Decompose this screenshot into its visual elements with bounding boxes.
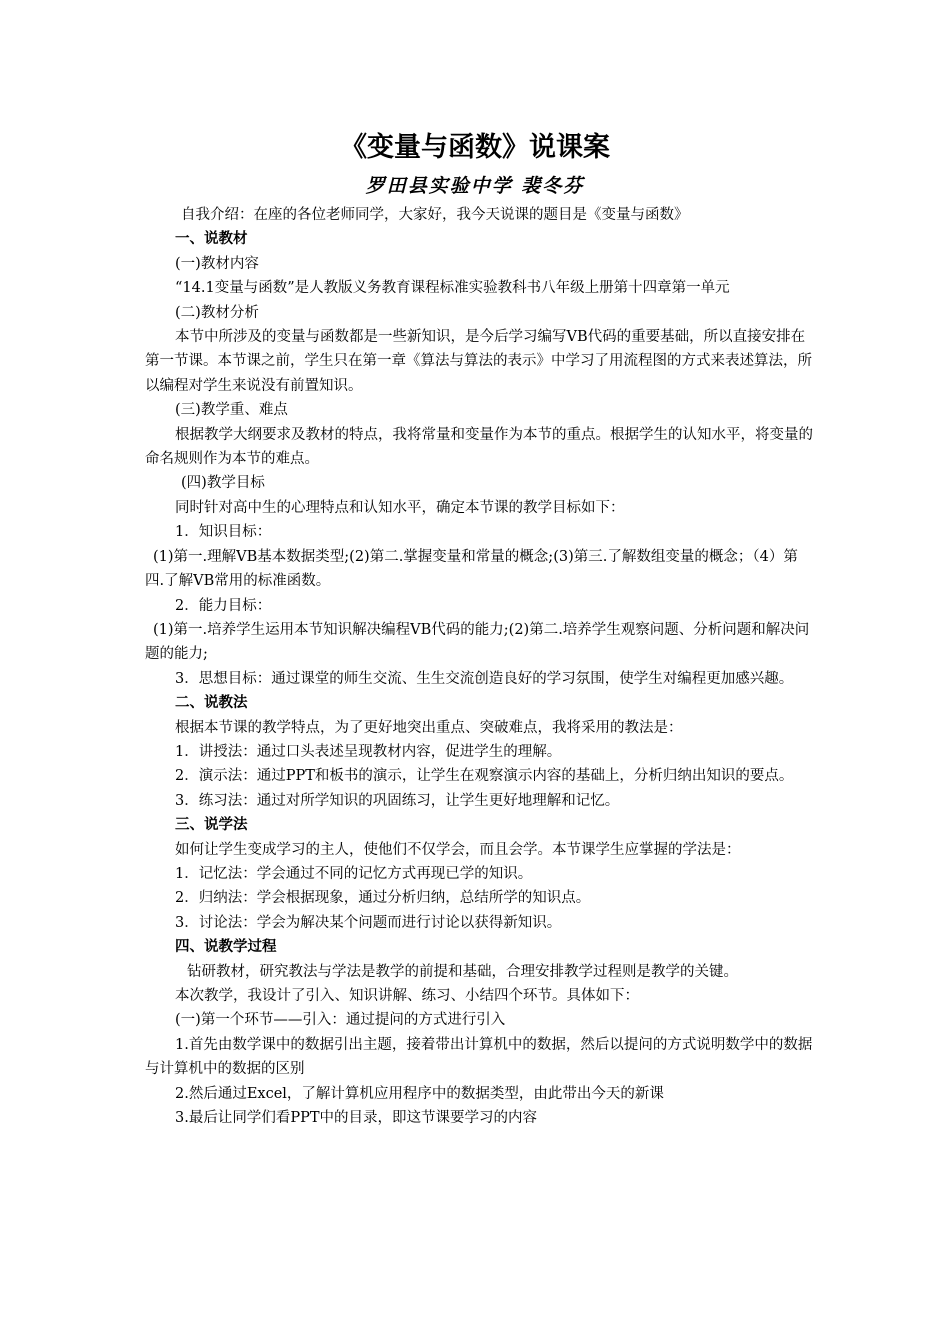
paragraph: 3．讨论法：学会为解决某个问题而进行讨论以获得新知识。: [175, 914, 562, 931]
document-body: [145, 203, 815, 1130]
paragraph: (三)教学重、难点: [175, 402, 288, 419]
paragraph: 1．知识目标：: [175, 524, 272, 541]
page-title: 《变量与函数》说课案: [340, 132, 610, 163]
section-heading: 四、说教学过程: [175, 939, 277, 956]
paragraph: 3．思想目标：通过课堂的师生交流、生生交流创造良好的学习氛围，使学生对编程更加感兴趣。: [175, 670, 794, 687]
section-heading: 三、说学法: [175, 817, 248, 834]
paragraph: 3．练习法：通过对所学知识的巩固练习，让学生更好地理解和记忆。: [175, 792, 620, 809]
paragraph: 钻研教材，研究教法与学法是教学的前提和基础，合理安排教学过程则是教学的关键。: [187, 963, 738, 980]
paragraph: 2.然后通过Excel，了解计算机应用程序中的数据类型，由此带出今天的新课: [175, 1085, 664, 1102]
paragraph: 同时针对高中生的心理特点和认知水平，确定本节课的教学目标如下：: [175, 499, 625, 516]
paragraph: 根据本节课的教学特点，为了更好地突出重点、突破难点，我将采用的教法是：: [175, 719, 683, 736]
paragraph: (一)教材内容: [175, 255, 259, 272]
paragraph: 1．讲授法：通过口头表述呈现教材内容，促进学生的理解。: [175, 743, 562, 760]
paragraph: 1．记忆法：学会通过不同的记忆方式再现已学的知识。: [175, 865, 533, 882]
section-heading: 二、说教法: [175, 695, 248, 712]
paragraph: 2．归纳法：学会根据现象，通过分析归纳，总结所学的知识点。: [175, 890, 591, 907]
paragraph: 自我介绍：在座的各位老师同学，大家好，我今天说课的题目是《变量与函数》: [181, 207, 689, 223]
paragraph: 2．能力目标：: [175, 597, 272, 614]
paragraph: (四)教学目标: [181, 475, 265, 492]
paragraph: (一)第一个环节——引入：通过提问的方式进行引入: [175, 1012, 506, 1029]
paragraph: 2．演示法：通过PPT和板书的演示，让学生在观察演示内容的基础上，分析归纳出知识的要点。: [175, 768, 794, 785]
paragraph: 根据教学大纲要求及教材的特点，我将常量和变量作为本节的重点。根据学生的认知水平，将变量的命名规则作为本节的难点。: [145, 426, 813, 468]
paragraph: “14.1变量与函数”是人教版义务教育课程标准实验教科书八年级上册第十四章第一单元: [175, 280, 730, 297]
section-heading: 一、说教材: [175, 231, 248, 248]
paragraph: (1)第一.理解VB基本数据类型;(2)第二.掌握变量和常量的概念;(3)第三.了解数组变量的概念；（4）第四.了解VB常用的标准函数。: [145, 548, 798, 590]
paragraph: 如何让学生变成学习的主人，使他们不仅学会，而且会学。本节课学生应掌握的学法是：: [175, 841, 741, 858]
paragraph: 1.首先由数学课中的数据引出主题，接着带出计算机中的数据，然后以提问的方式说明数学中的数据与计算机中的数据的区别: [145, 1036, 813, 1078]
author-line: 罗田县实验中学 裴冬芬: [365, 175, 585, 197]
paragraph: 本次教学，我设计了引入、知识讲解、练习、小结四个环节。具体如下：: [175, 988, 639, 1004]
paragraph: 本节中所涉及的变量与函数都是一些新知识，是今后学习编写VB代码的重要基础，所以直接安排在第一节课。本节课之前，学生只在第一章《算法与算法的表示》中学习了用流程图的方式来表述算法，所以编程对学生来说没有前置知识。: [145, 329, 812, 394]
paragraph: 3.最后让同学们看PPT中的目录，即这节课要学习的内容: [175, 1110, 538, 1127]
paragraph: (二)教材分析: [175, 304, 259, 321]
paragraph: (1)第一.培养学生运用本节知识解决编程VB代码的能力;(2)第二.培养学生观察问题、分析问题和解决问题的能力;: [145, 621, 810, 663]
